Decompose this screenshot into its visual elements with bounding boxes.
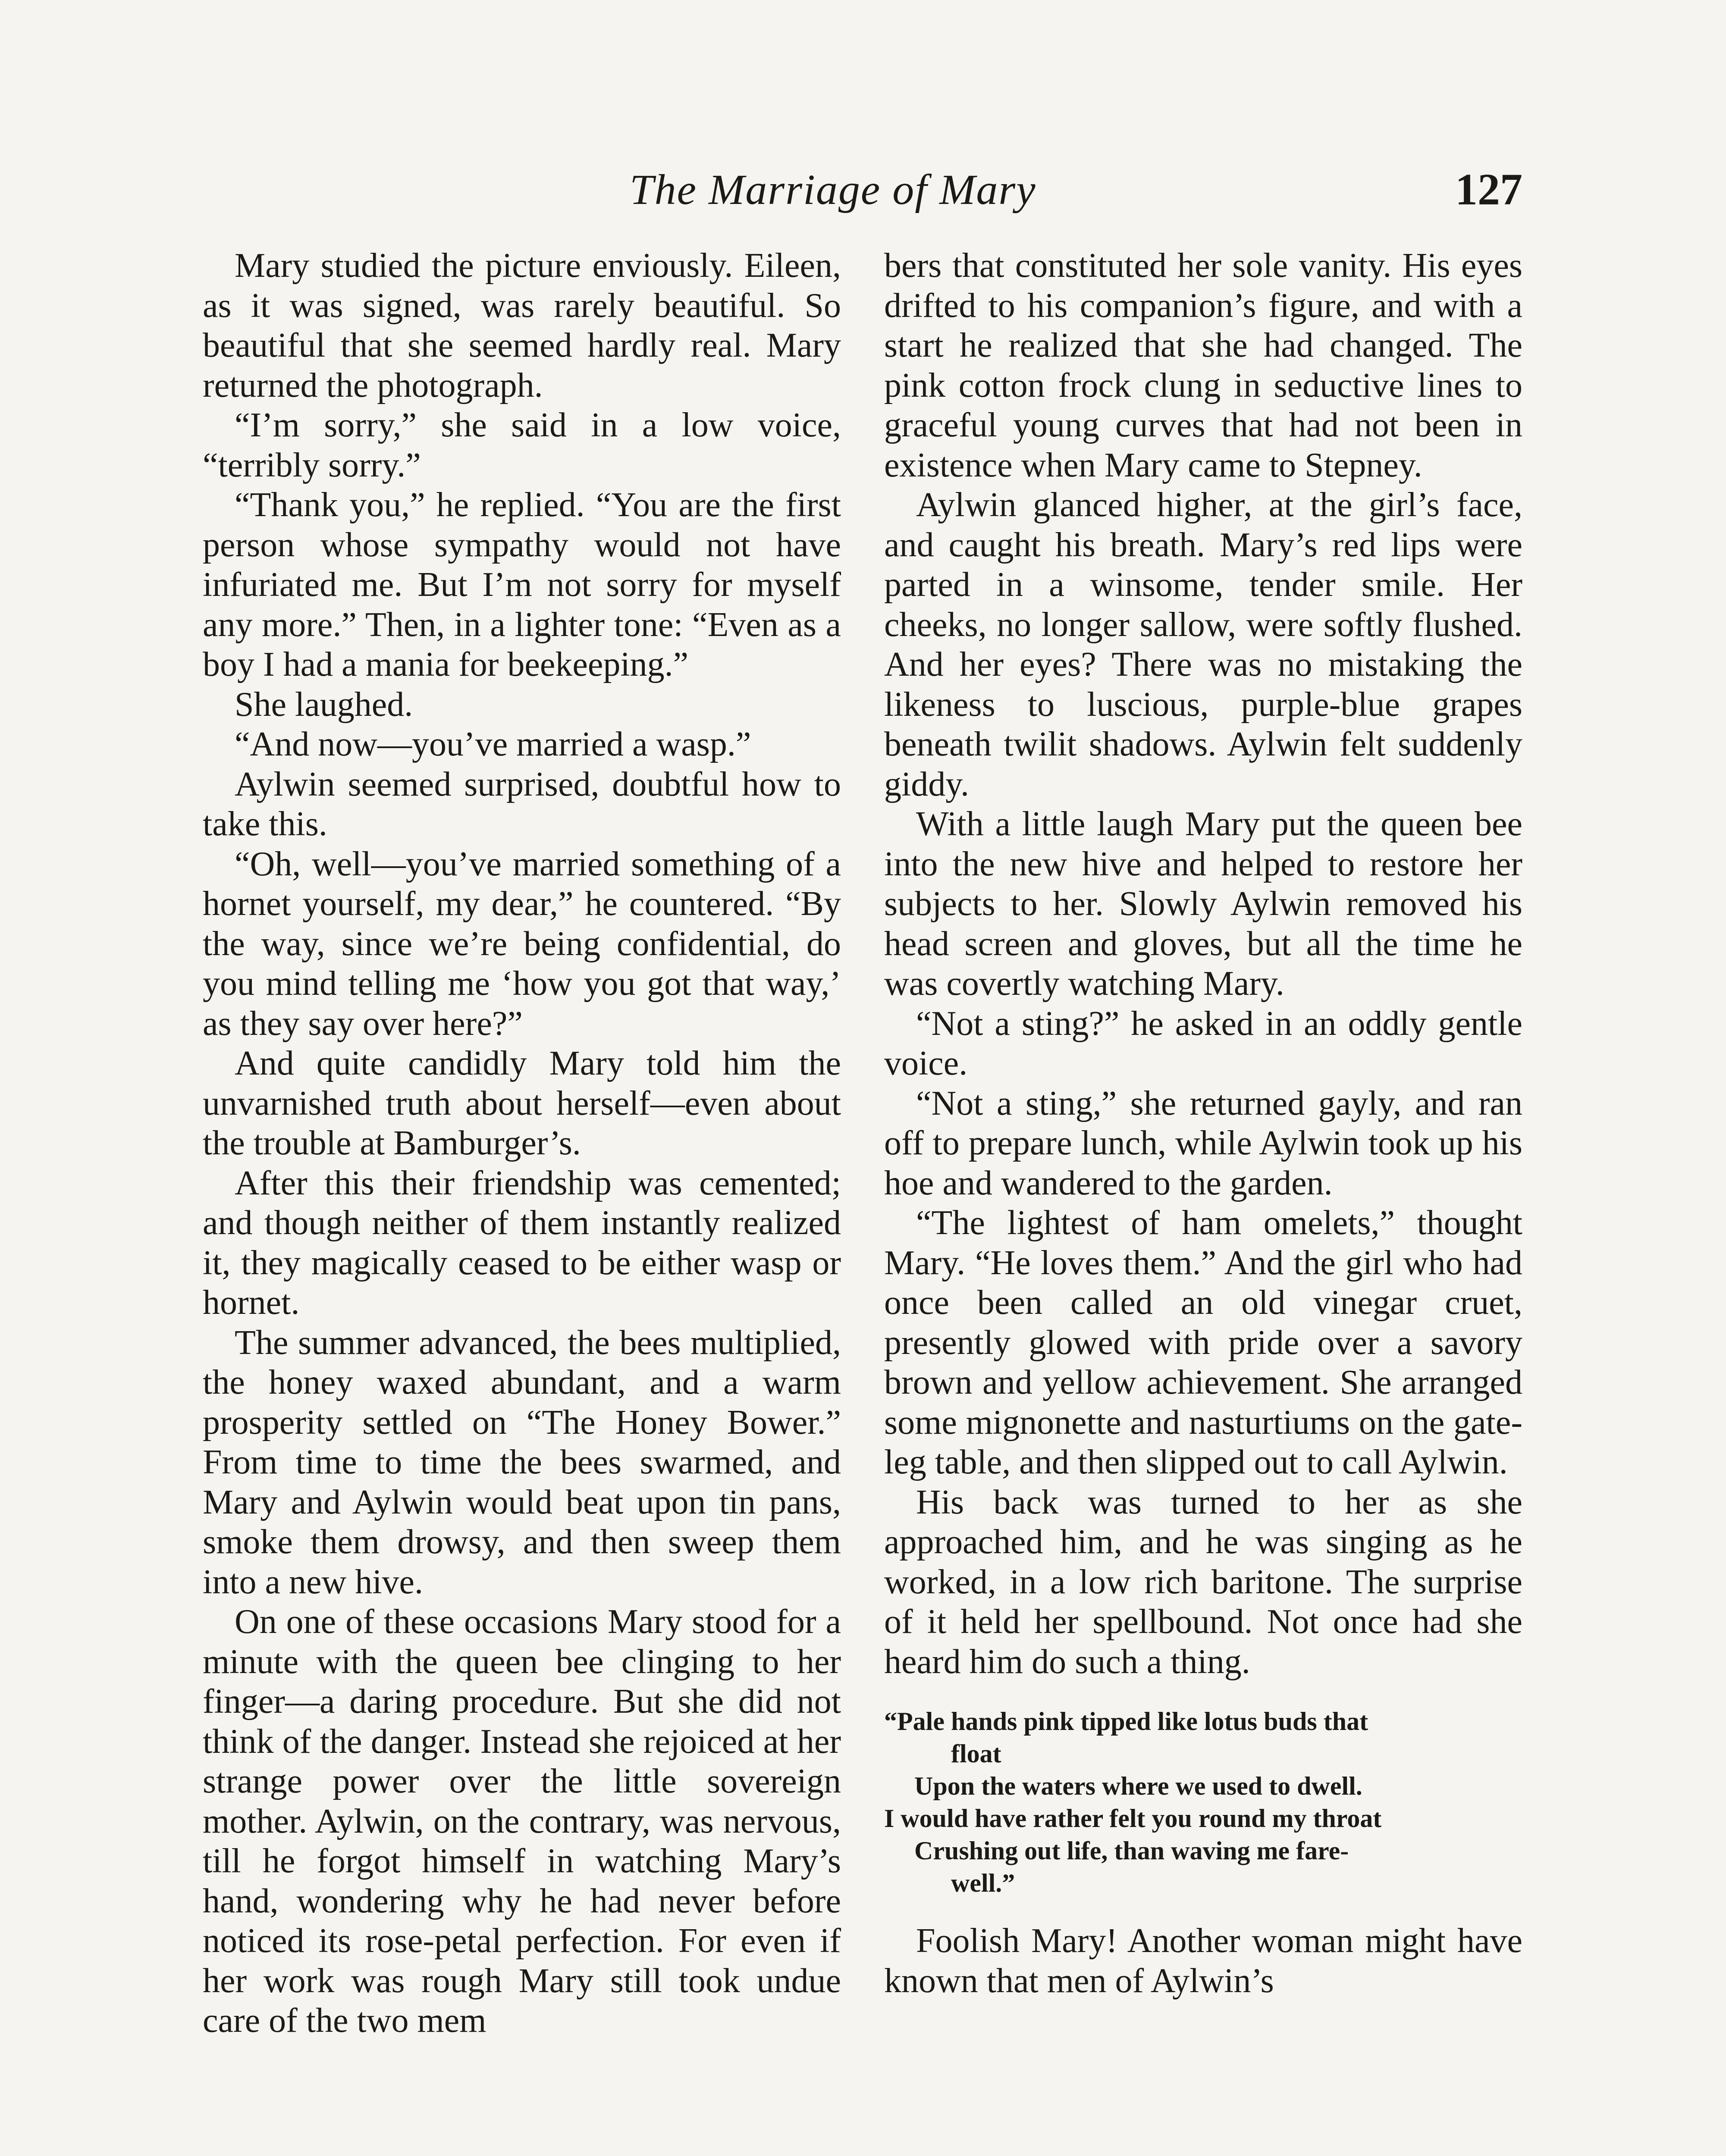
paragraph: After this their friendship was cemented; and though neither of them instantly realized it, they magically ceased to be either wasp or hornet. — [203, 1164, 841, 1322]
paragraph: “And now—you’ve married a wasp.” — [235, 725, 751, 763]
running-title: The Marriage of Mary — [630, 166, 1036, 213]
verse-line: Crushing out life, than waving me fare- — [914, 1836, 1349, 1865]
paragraph: On one of these occasions Mary stood for a minute with the queen bee clinging to her finger—a daring procedure. But she did not think of the danger. Instead she rejoiced at her strange power over the little sovereign mother. Aylwin, on the contrary, was nervous, till he forgot himself in watching Mary’s hand, wondering why he had never before noticed its rose-petal perfection. For even if her work was rough Mary still took undue care of the two mem — [203, 1603, 841, 2040]
paragraph: With a little laugh Mary put the queen bee into the new hive and helped to restore her subjects to her. Slowly Aylwin removed his head screen and gloves, but all the time he was covertly watching Mary. — [884, 805, 1522, 1003]
song-verse — [884, 1705, 1522, 1899]
paragraph: Mary studied the picture enviously. Eileen, as it was signed, was rarely beautiful. So beautiful that she seemed hardly real. Mary returned the photograph. — [203, 247, 841, 404]
paragraph: “The lightest of ham omelets,” thought Mary. “He loves them.” And the girl who had once been called an old vinegar cruet, presently glowed with pride over a savory brown and yellow achievement. She arranged some mignonette and nasturtiums on the gateleg table, and then slipped out to call Aylwin. — [884, 1204, 1522, 1481]
paragraph: His back was turned to her as she approached him, and he was singing as he worked, in a low rich baritone. The surprise of it held her spellbound. Not once had she heard him do such a thing. — [884, 1483, 1522, 1681]
running-head — [203, 164, 1522, 220]
paragraph: “Not a sting?” he asked in an oddly gentle voice. — [884, 1004, 1522, 1082]
paragraph: She laughed. — [235, 685, 413, 724]
continued-paragraph: bers that constituted her sole vanity. His eyes drifted to his companion’s figure, and with a start he realized that she had changed. The pink cotton frock clung in seductive lines to graceful young curves that had not been in existence when Mary came to Stepney. — [884, 247, 1522, 484]
page-number: 127 — [1455, 165, 1522, 214]
verse-line: float — [951, 1739, 1001, 1768]
paragraph: “Oh, well—you’ve married something of a hornet yourself, my dear,” he countered. “By the way, since we’re being confidential, do you mind telling me ‘how you got that way,’ as they say over here?” — [203, 845, 841, 1043]
paragraph: Foolish Mary! Another woman might have known that men of Aylwin’s — [884, 1922, 1522, 2000]
left-column — [203, 246, 841, 2041]
right-column — [884, 246, 1522, 2001]
paragraph: “Thank you,” he replied. “You are the first person whose sympathy would not have infuriated me. But I’m not sorry for myself any more.” Then, in a lighter tone: “Even as a boy I had a mania for beekeeping.” — [203, 486, 841, 683]
verse-line: well.” — [951, 1869, 1015, 1897]
paragraph: Aylwin glanced higher, at the girl’s face, and caught his breath. Mary’s red lips were parted in a winsome, tender smile. Her cheeks, no longer sallow, were softly flushed. And her eyes? There was no mistaking the likeness to luscious, purple-blue grapes beneath twilit shadows. Aylwin felt suddenly giddy. — [884, 486, 1522, 803]
paragraph: Aylwin seemed surprised, doubtful how to take this. — [203, 765, 841, 843]
paragraph: And quite candidly Mary told him the unvarnished truth about herself—even about the trouble at Bamburger’s. — [203, 1044, 841, 1162]
paragraph: “I’m sorry,” she said in a low voice, “terribly sorry.” — [203, 406, 841, 484]
paragraph: “Not a sting,” she returned gayly, and ran off to prepare lunch, while Aylwin took up his hoe and wandered to the garden. — [884, 1084, 1522, 1202]
verse-line: I would have rather felt you round my throat — [884, 1804, 1382, 1833]
verse-line: “Pale hands pink tipped like lotus buds that — [884, 1707, 1368, 1736]
paragraph: The summer advanced, the bees multiplied, the honey waxed abundant, and a warm prosperity settled on “The Honey Bower.” From time to time the bees swarmed, and Mary and Aylwin would beat upon tin pans, smoke them drowsy, and then sweep them into a new hive. — [203, 1323, 841, 1601]
verse-line: Upon the waters where we used to dwell. — [914, 1772, 1362, 1800]
